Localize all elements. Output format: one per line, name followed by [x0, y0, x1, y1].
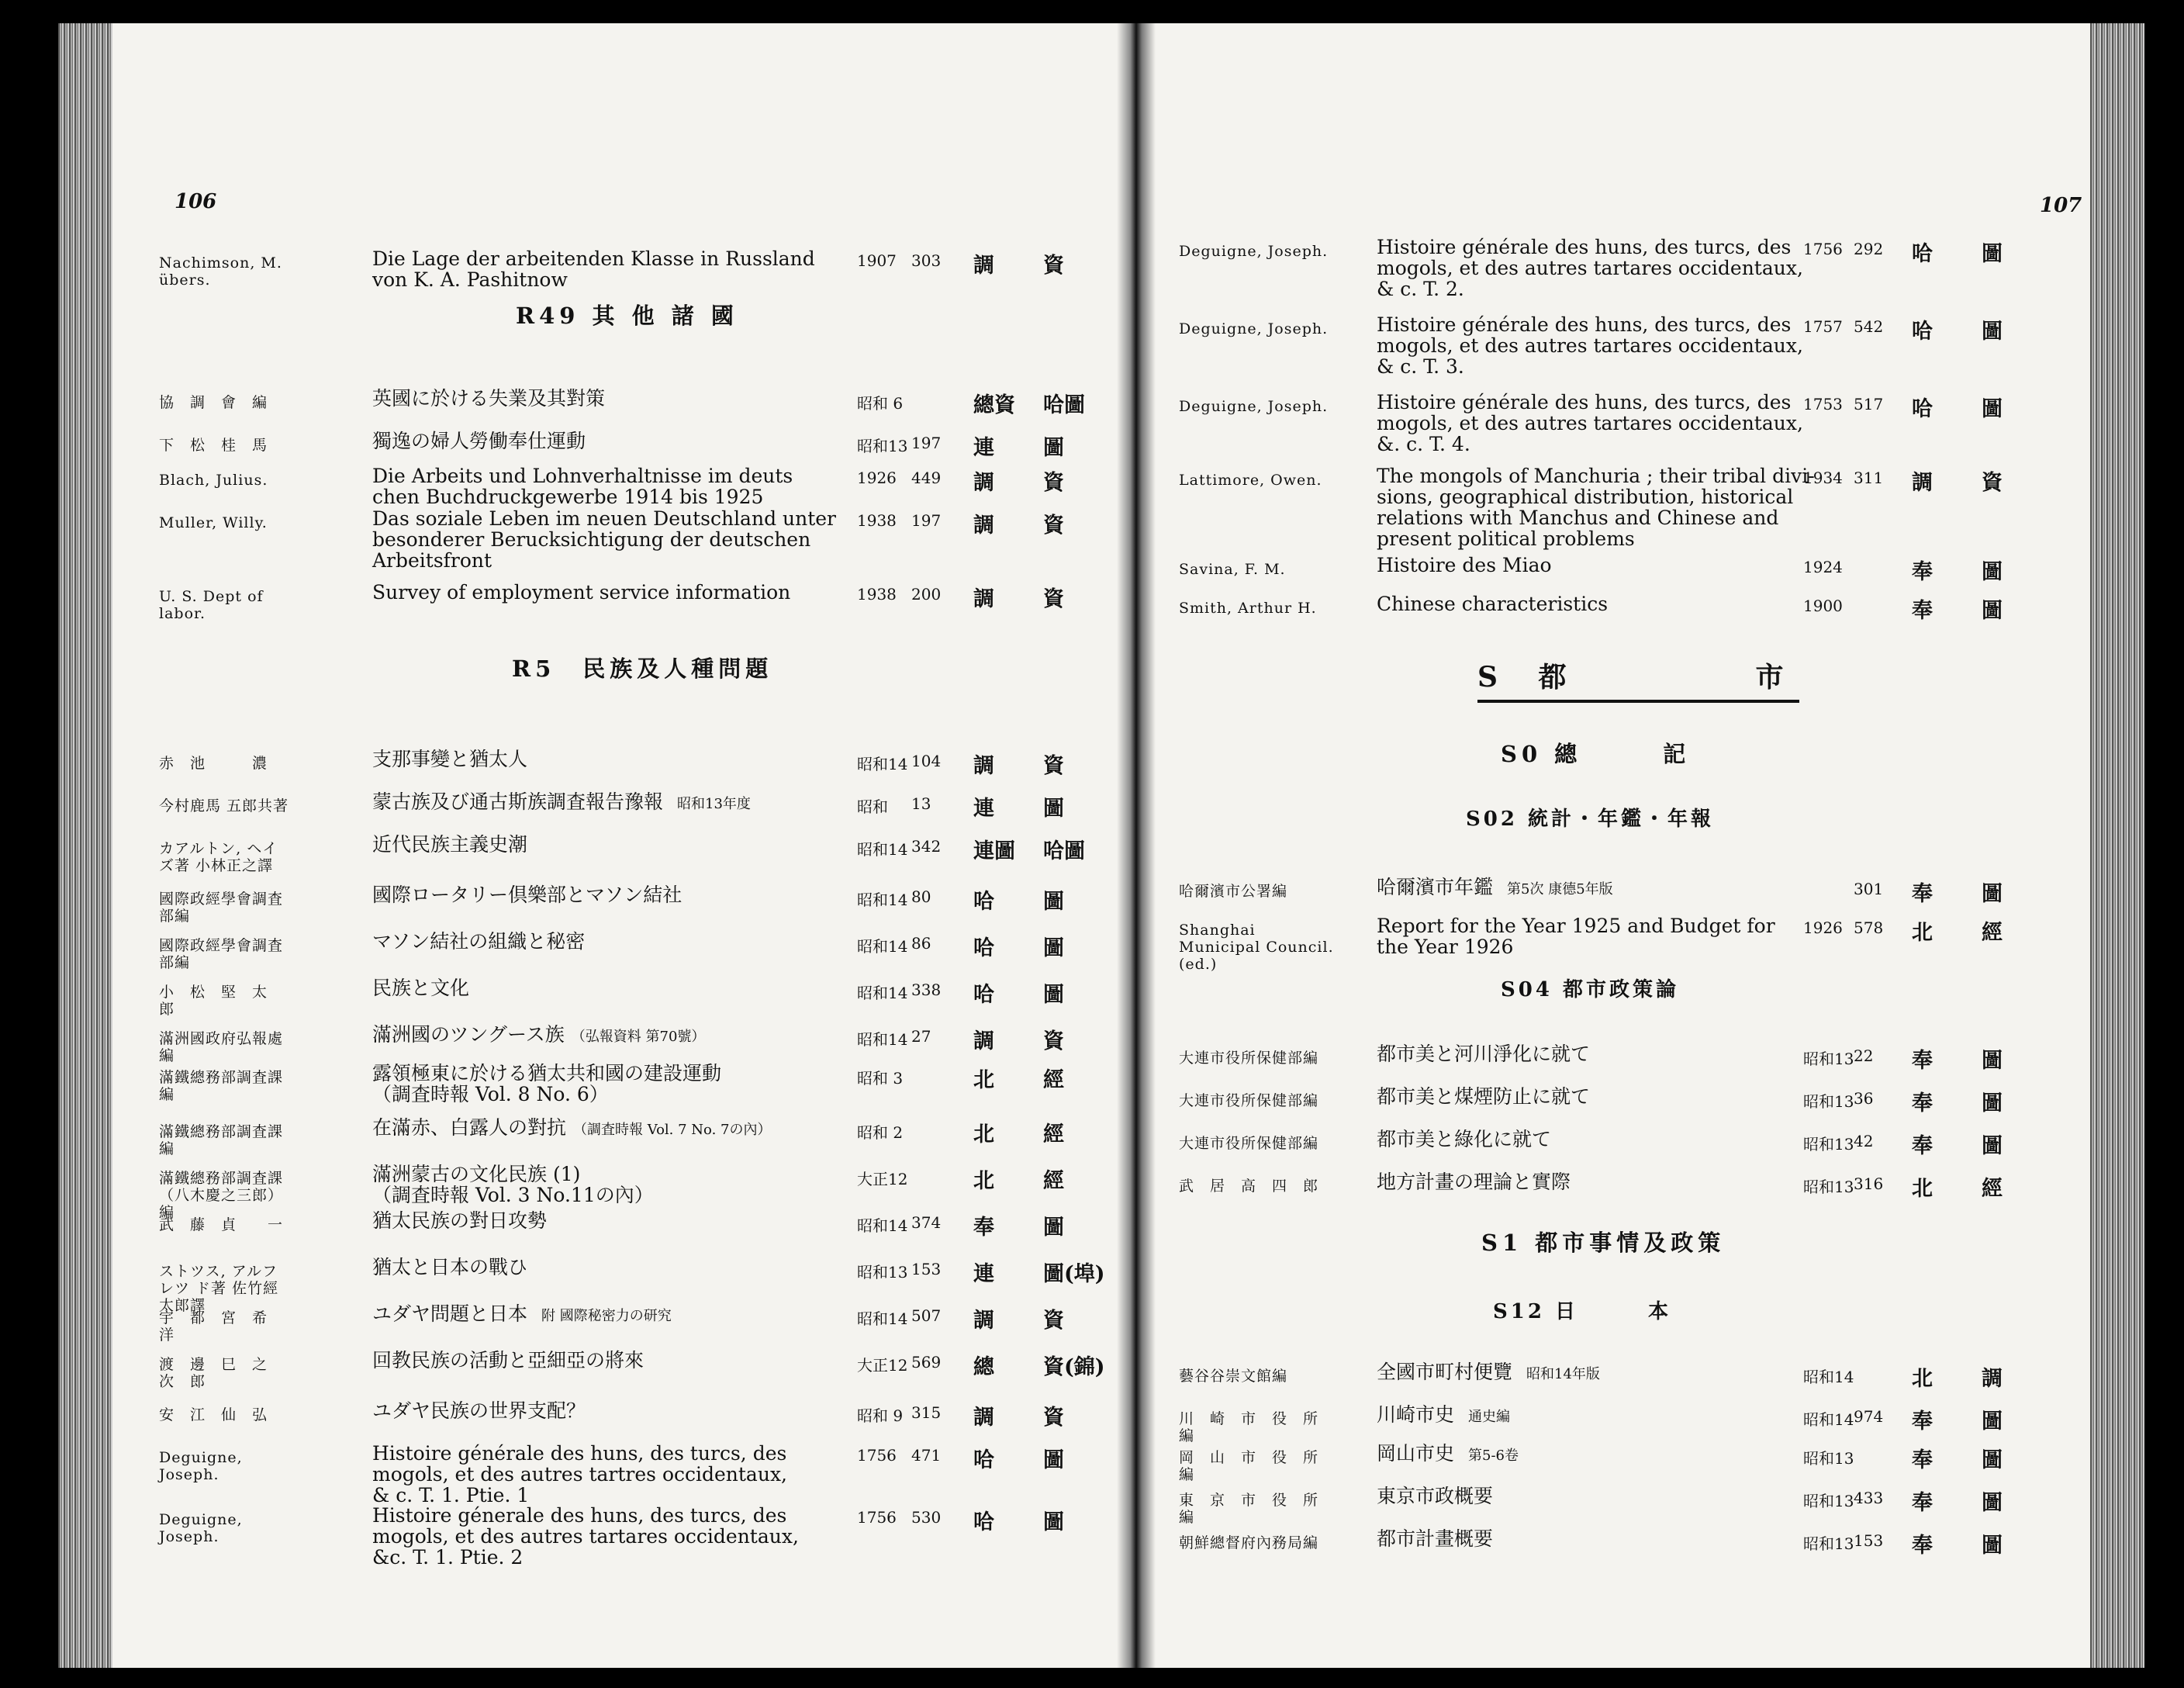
- entry-author: Deguigne, Joseph.: [159, 1449, 243, 1483]
- entry-number: 578: [1854, 918, 1884, 937]
- entry-note: 昭和14年版: [1512, 1366, 1600, 1382]
- entry-title: 猶太民族の對日攻勢: [372, 1209, 548, 1232]
- entry-title: マソン結社の組織と秘密: [372, 930, 586, 953]
- entry-location-1: 奉: [1912, 882, 1933, 906]
- entry-title: 都市美と煤煙防止に就て: [1377, 1085, 1591, 1108]
- entry-location-1: 北: [1912, 921, 1933, 945]
- entry-number: 471: [911, 1446, 942, 1465]
- entry-location-1: 調: [973, 514, 994, 538]
- entry-location-2: 經: [1043, 1068, 1064, 1092]
- page-number: 107: [2040, 194, 2082, 217]
- entry-year: 昭和14: [1803, 1368, 1854, 1386]
- entry-year: 昭和14: [857, 1309, 908, 1328]
- entry-year: 大正12: [857, 1170, 908, 1188]
- entry-year: 1924: [1803, 558, 1843, 576]
- entry-title: Histoire générale des huns, des turcs, des mogols, et des autres tartares occidentaux, & c. T. 3.: [1377, 313, 1803, 378]
- entry-year: 昭和13: [1803, 1534, 1854, 1553]
- entry-note: （調査時報 Vol. 7 No. 7の內）: [566, 1122, 772, 1138]
- entry-number: 292: [1854, 240, 1884, 258]
- entry-year: 昭和13: [1803, 1449, 1854, 1468]
- entry-note: 第5-6卷: [1454, 1448, 1519, 1464]
- entry-title: 全國市町村便覽 昭和14年版: [1377, 1361, 1600, 1383]
- entry-location-1: 奉: [1912, 1534, 1933, 1558]
- entry-location-2: 資: [1043, 254, 1064, 278]
- entry-location-2: 經: [1043, 1122, 1064, 1147]
- entry-title: 岡山市史 第5-6卷: [1377, 1442, 1519, 1465]
- entry-title: ユダヤ民族の世界支配？: [372, 1399, 586, 1422]
- entry-location-2: 圖: [1982, 1448, 2003, 1472]
- entry-location-1: 哈: [1912, 397, 1933, 421]
- entry-title: 地方計畫の理論と實際: [1377, 1171, 1571, 1193]
- entry-location-1: 調: [973, 1309, 994, 1333]
- entry-location-2: 圖: [1982, 560, 2003, 584]
- entry-author: 滿鐵總務部調査課編: [159, 1123, 284, 1157]
- entry-location-1: 哈: [973, 983, 994, 1007]
- entry-title: 近代民族主義史潮: [372, 833, 528, 856]
- entry-title: 川崎市史 通史編: [1377, 1403, 1511, 1426]
- entry-number: 197: [911, 511, 942, 530]
- entry-location-2: 圖: [1982, 599, 2003, 623]
- entry-location-1: 調: [973, 471, 994, 495]
- entry-number: 974: [1854, 1407, 1884, 1426]
- entry-title: 獨逸の婦人勞働奉仕運動: [372, 430, 586, 452]
- entry-year: 昭和14: [857, 840, 908, 859]
- entry-number: 153: [911, 1260, 942, 1278]
- entry-number: 42: [1854, 1132, 1874, 1150]
- entry-location-1: 哈: [1912, 242, 1933, 266]
- entry-number: 449: [911, 469, 942, 487]
- section-heading-s02: S02 統計・年鑑・年報: [1466, 808, 1715, 831]
- entry-location-1: 哈: [1912, 320, 1933, 344]
- entry-location-1: 奉: [1912, 599, 1933, 623]
- entry-author: 赤 池 濃: [159, 755, 268, 772]
- entry-year: 昭和14: [857, 755, 908, 773]
- entry-author: 川 崎 市 役 所 編: [1179, 1410, 1335, 1444]
- entry-location-1: 北: [973, 1068, 994, 1092]
- entry-location-1: 奉: [1912, 1448, 1933, 1472]
- entry-author: 下 松 桂 馬: [159, 437, 268, 454]
- entry-number: 200: [911, 585, 942, 604]
- entry-title: Histoire générale des huns, des turcs, des mogols, et des autres tartres occidentaux, & c. T. 1. Ptie. 1: [372, 1442, 787, 1506]
- entry-location-1: 北: [1912, 1367, 1933, 1391]
- entry-number: 530: [911, 1508, 942, 1527]
- entry-number: 104: [911, 752, 942, 770]
- entry-location-1: 北: [1912, 1177, 1933, 1201]
- entry-location-2: 圖: [1982, 882, 2003, 906]
- entry-year: 昭和13: [1803, 1050, 1854, 1068]
- entry-location-1: 奉: [1912, 1049, 1933, 1073]
- entry-author: 國際政經學會調査部編: [159, 891, 284, 925]
- entry-title: Die Arbeits und Lohnverhaltnisse im deuts chen Buchdruckgewerbe 1914 bis 1925: [372, 465, 793, 508]
- entry-author: 渡 邊 巳 之 次 郎: [159, 1356, 284, 1390]
- entry-location-2: 經: [1982, 921, 2003, 945]
- entry-note: 第5次 康德5年版: [1493, 881, 1613, 898]
- entry-location-1: 奉: [973, 1216, 994, 1240]
- entry-year: 1900: [1803, 597, 1843, 615]
- entry-location-2: 哈圖: [1043, 839, 1085, 863]
- page-number: 106: [175, 190, 217, 213]
- entry-year: 昭和13: [857, 1263, 908, 1282]
- entry-year: 昭和14: [857, 937, 908, 956]
- entry-title: 蒙古族及び通古斯族調査報告豫報 昭和13年度: [372, 790, 751, 813]
- entry-number: 197: [911, 434, 942, 452]
- entry-location-1: 哈: [973, 890, 994, 914]
- entry-year: 昭和13: [1803, 1178, 1854, 1196]
- entry-year: 1757: [1803, 317, 1843, 336]
- entry-location-2: 圖: [1043, 1216, 1064, 1240]
- entry-author: カアルトン, ヘイズ著 小林正之譯: [159, 840, 278, 874]
- entry-author: Smith, Arthur H.: [1179, 600, 1317, 617]
- entry-author: U. S. Dept of labor.: [159, 588, 264, 622]
- entry-location-1: 哈: [973, 1510, 994, 1534]
- entry-title: Chinese characteristics: [1377, 593, 1609, 615]
- entry-title: Report for the Year 1925 and Budget for the Year 1926: [1377, 915, 1775, 958]
- entry-note: 昭和13年度: [663, 796, 751, 812]
- entry-title: 支那事變と猶太人: [372, 748, 528, 770]
- entry-title: Histoire générale des huns, des turcs, des mogols, et des autres tartares occidentaux, &. c. T. 4.: [1377, 391, 1803, 455]
- page-edge-shade: [58, 23, 112, 1668]
- entry-location-2: 資: [1982, 471, 2003, 495]
- entry-year: 昭和13: [1803, 1492, 1854, 1510]
- entry-location-2: 圖: [1982, 1534, 2003, 1558]
- entry-author: Blach, Julius.: [159, 472, 268, 489]
- entry-author: 武 居 高 四 郎: [1179, 1178, 1319, 1195]
- entry-title: ユダヤ問題と日本 附 國際秘密力の研究: [372, 1302, 672, 1325]
- entry-year: 昭和14: [857, 984, 908, 1002]
- entry-title: Histoire générale des huns, des turcs, des mogols, et des autres tartares occidentaux, & c. T. 2.: [1377, 236, 1803, 300]
- entry-location-1: 奉: [1912, 1091, 1933, 1116]
- entry-location-2: 圖: [1043, 890, 1064, 914]
- entry-year: 1938: [857, 585, 897, 604]
- entry-year: 昭和: [857, 797, 888, 816]
- entry-author: 協 調 會 編: [159, 394, 268, 411]
- entry-location-2: 圖: [1982, 242, 2003, 266]
- entry-location-1: 奉: [1912, 560, 1933, 584]
- entry-location-2: 資: [1043, 1309, 1064, 1333]
- entry-location-2: 圖: [1043, 1448, 1064, 1472]
- entry-author: Muller, Willy.: [159, 514, 268, 531]
- entry-location-2: 圖(埠): [1043, 1262, 1105, 1286]
- entry-number: 311: [1854, 469, 1884, 487]
- entry-year: 1756: [1803, 240, 1843, 258]
- entry-number: 80: [911, 887, 931, 906]
- entry-title: The mongols of Manchuria ; their tribal divi- sions, geographical distribution, historical relations with Manchus and Chinese and present political problems: [1377, 465, 1815, 550]
- entry-location-2: 圖: [1043, 1510, 1064, 1534]
- entry-location-1: 調: [1912, 471, 1933, 495]
- entry-year: 昭和13: [857, 437, 908, 455]
- entry-location-1: 奉: [1912, 1410, 1933, 1434]
- entry-location-1: 調: [973, 1029, 994, 1053]
- entry-number: 517: [1854, 395, 1884, 413]
- entry-author: 朝鮮總督府內務局編: [1179, 1534, 1319, 1551]
- book-gutter: [1117, 23, 1156, 1668]
- entry-location-2: 資: [1043, 471, 1064, 495]
- entry-title: Die Lage der arbeitenden Klasse in Russland von K. A. Pashitnow: [372, 247, 815, 291]
- entry-title: 英國に於ける失業及其對策: [372, 387, 606, 410]
- entry-title: 都市計畫概要: [1377, 1527, 1494, 1550]
- entry-number: 303: [911, 251, 942, 270]
- entry-location-1: 總資: [973, 393, 1015, 417]
- entry-location-1: 哈: [973, 1448, 994, 1472]
- entry-author: Deguigne, Joseph.: [1179, 320, 1329, 337]
- entry-location-2: 圖: [1043, 936, 1064, 960]
- entry-year: 昭和14: [857, 1030, 908, 1049]
- entry-title: 滿洲國のツングース族 （弘報資料 第70號）: [372, 1023, 706, 1046]
- section-heading-s12: S12 日 本: [1493, 1300, 1672, 1323]
- entry-author: 滿洲國政府弘報處編: [159, 1030, 284, 1064]
- section-heading-s: S 都 市: [1477, 655, 1799, 703]
- entry-location-1: 總: [973, 1355, 994, 1379]
- section-heading-s04: S04 都市政策論: [1501, 978, 1680, 1001]
- entry-title: 露領極東に於ける猶太共和國の建設運動 （調査時報 Vol. 8 No. 6）: [372, 1062, 722, 1105]
- entry-year: 昭和13: [1803, 1092, 1854, 1111]
- entry-year: 昭和14: [857, 1216, 908, 1235]
- entry-note: 通史編: [1454, 1409, 1511, 1425]
- entry-location-2: 資: [1043, 1406, 1064, 1430]
- entry-location-2: 圖: [1043, 983, 1064, 1007]
- entry-title: Das soziale Leben im neuen Deutschland unter besonderer Berucksichtigung der deutschen Arbeitsfront: [372, 507, 837, 572]
- right-page: [1156, 23, 2144, 1668]
- entry-location-2: 圖: [1982, 397, 2003, 421]
- entry-title: 回教民族の活動と亞細亞の將來: [372, 1349, 644, 1372]
- entry-year: 1926: [1803, 918, 1843, 937]
- entry-location-2: 經: [1043, 1169, 1064, 1193]
- entry-author: Lattimore, Owen.: [1179, 472, 1322, 489]
- left-page: [58, 23, 1117, 1668]
- entry-author: 大連市役所保健部編: [1179, 1092, 1319, 1109]
- entry-location-2: 圖: [1043, 436, 1064, 460]
- entry-location-2: 資: [1043, 754, 1064, 778]
- entry-author: Savina, F. M.: [1179, 561, 1286, 578]
- entry-year: 昭和14: [857, 891, 908, 909]
- entry-number: 13: [911, 794, 931, 813]
- entry-year: 1756: [857, 1508, 897, 1527]
- entry-location-1: 連圖: [973, 839, 1015, 863]
- entry-location-2: 圖: [1982, 1410, 2003, 1434]
- entry-location-1: 調: [973, 254, 994, 278]
- entry-title: 都市美と綠化に就て: [1377, 1128, 1552, 1150]
- entry-author: Deguigne, Joseph.: [1179, 243, 1329, 260]
- entry-title: Histoire des Miao: [1377, 554, 1552, 576]
- entry-title: 猶太と日本の戰ひ: [372, 1256, 528, 1278]
- entry-location-2: 哈圖: [1043, 393, 1085, 417]
- entry-author: 滿鐵總務部調査課 （八木慶之三郎）編: [159, 1170, 284, 1221]
- entry-number: 36: [1854, 1089, 1874, 1108]
- entry-year: 1756: [857, 1446, 897, 1465]
- entry-year: 昭和 2: [857, 1123, 904, 1142]
- entry-location-2: 圖: [1043, 797, 1064, 821]
- entry-location-1: 奉: [1912, 1134, 1933, 1158]
- entry-location-2: 資: [1043, 1029, 1064, 1053]
- entry-title: 東京市政概要: [1377, 1485, 1494, 1507]
- entry-year: 昭和14: [1803, 1410, 1854, 1429]
- entry-number: 316: [1854, 1174, 1884, 1193]
- entry-title: 哈爾濱市年鑑 第5次 康德5年版: [1377, 876, 1613, 898]
- entry-year: 1926: [857, 469, 897, 487]
- entry-author: 岡 山 市 役 所 編: [1179, 1449, 1335, 1483]
- section-heading-s0: S0 總 記: [1501, 741, 1691, 767]
- section-heading-r5: R5 民族及人種問題: [512, 655, 773, 682]
- entry-author: Shanghai Municipal Council. (ed.): [1179, 922, 1334, 973]
- entry-location-1: 奉: [1912, 1491, 1933, 1515]
- entry-title: Histoire génerale des huns, des turcs, des mogols, et des autres tartares occidentaux, &c. T. 1. Ptie. 2: [372, 1504, 799, 1569]
- entry-number: 342: [911, 837, 942, 856]
- entry-number: 301: [1854, 880, 1884, 898]
- entry-year: 昭和 3: [857, 1069, 904, 1088]
- entry-location-2: 圖: [1982, 1134, 2003, 1158]
- entry-number: 338: [911, 981, 942, 999]
- entry-author: 哈爾濱市公署編: [1179, 883, 1288, 900]
- entry-number: 433: [1854, 1489, 1884, 1507]
- entry-author: 藝谷谷崇文館編: [1179, 1368, 1288, 1385]
- entry-location-2: 資(錦): [1043, 1355, 1105, 1379]
- entry-author: Deguigne, Joseph.: [1179, 398, 1329, 415]
- entry-location-2: 經: [1982, 1177, 2003, 1201]
- entry-title: 在滿赤、白露人の對抗 （調査時報 Vol. 7 No. 7の內）: [372, 1116, 772, 1139]
- entry-location-1: 北: [973, 1169, 994, 1193]
- entry-location-2: 圖: [1982, 1491, 2003, 1515]
- entry-title: 民族と文化: [372, 977, 470, 999]
- entry-title: 都市美と河川淨化に就て: [1377, 1043, 1591, 1065]
- entry-location-2: 調: [1982, 1367, 2003, 1391]
- entry-location-1: 哈: [973, 936, 994, 960]
- entry-author: 今村鹿馬 五郎共著: [159, 797, 289, 815]
- entry-note: （弘報資料 第70號）: [564, 1029, 706, 1045]
- entry-location-1: 北: [973, 1122, 994, 1147]
- entry-title: 滿洲蒙古の文化民族 (1) （調査時報 Vol. 3 No.11の內）: [372, 1163, 654, 1206]
- entry-number: 507: [911, 1306, 942, 1325]
- entry-number: 22: [1854, 1046, 1874, 1065]
- entry-year: 大正12: [857, 1356, 908, 1375]
- entry-author: 武 藤 貞 一: [159, 1216, 284, 1233]
- entry-number: 542: [1854, 317, 1884, 336]
- entry-year: 昭和 6: [857, 394, 904, 413]
- entry-number: 569: [911, 1353, 942, 1372]
- entry-author: 小 松 堅 太 郎: [159, 984, 284, 1018]
- section-heading-s1: S1 都市事情及政策: [1481, 1230, 1726, 1256]
- entry-location-1: 連: [973, 436, 994, 460]
- entry-number: 374: [911, 1213, 942, 1232]
- entry-title: Survey of employment service information: [372, 581, 791, 604]
- entry-note: 附 國際秘密力の研究: [527, 1308, 672, 1324]
- entry-year: 昭和13: [1803, 1135, 1854, 1154]
- entry-author: 東 京 市 役 所 編: [1179, 1492, 1335, 1526]
- entry-author: 安 江 仙 弘: [159, 1406, 268, 1423]
- entry-author: ストツス, アルフレツ ド著 佐竹經太郎譯: [159, 1263, 279, 1314]
- entry-location-1: 連: [973, 797, 994, 821]
- entry-year: 1934: [1803, 469, 1843, 487]
- entry-year: 昭和 9: [857, 1406, 904, 1425]
- entry-author: 大連市役所保健部編: [1179, 1050, 1319, 1067]
- entry-number: 27: [911, 1027, 931, 1046]
- entry-author: 宇 都 宮 希 洋: [159, 1309, 284, 1344]
- entry-author: 國際政經學會調査部編: [159, 937, 284, 971]
- entry-year: 1753: [1803, 395, 1843, 413]
- entry-number: 86: [911, 934, 931, 953]
- entry-location-1: 調: [973, 1406, 994, 1430]
- entry-title: 國際ロータリー倶樂部とマソン結社: [372, 884, 682, 906]
- entry-location-1: 調: [973, 754, 994, 778]
- entry-location-2: 圖: [1982, 1091, 2003, 1116]
- entry-number: 315: [911, 1403, 942, 1422]
- entry-location-1: 調: [973, 587, 994, 611]
- entry-year: 1938: [857, 511, 897, 530]
- entry-number: 153: [1854, 1531, 1884, 1550]
- entry-author: 滿鐵總務部調査課編: [159, 1069, 284, 1103]
- section-heading-r49: R49 其 他 諸 國: [516, 303, 738, 329]
- entry-author: Nachimson, M. übers.: [159, 254, 282, 289]
- page-edge-shade: [2090, 23, 2144, 1668]
- entry-location-2: 資: [1043, 514, 1064, 538]
- entry-location-1: 連: [973, 1262, 994, 1286]
- entry-location-2: 圖: [1982, 320, 2003, 344]
- entry-location-2: 圖: [1982, 1049, 2003, 1073]
- entry-author: Deguigne, Joseph.: [159, 1511, 243, 1545]
- entry-location-2: 資: [1043, 587, 1064, 611]
- entry-year: 1907: [857, 251, 897, 270]
- entry-author: 大連市役所保健部編: [1179, 1135, 1319, 1152]
